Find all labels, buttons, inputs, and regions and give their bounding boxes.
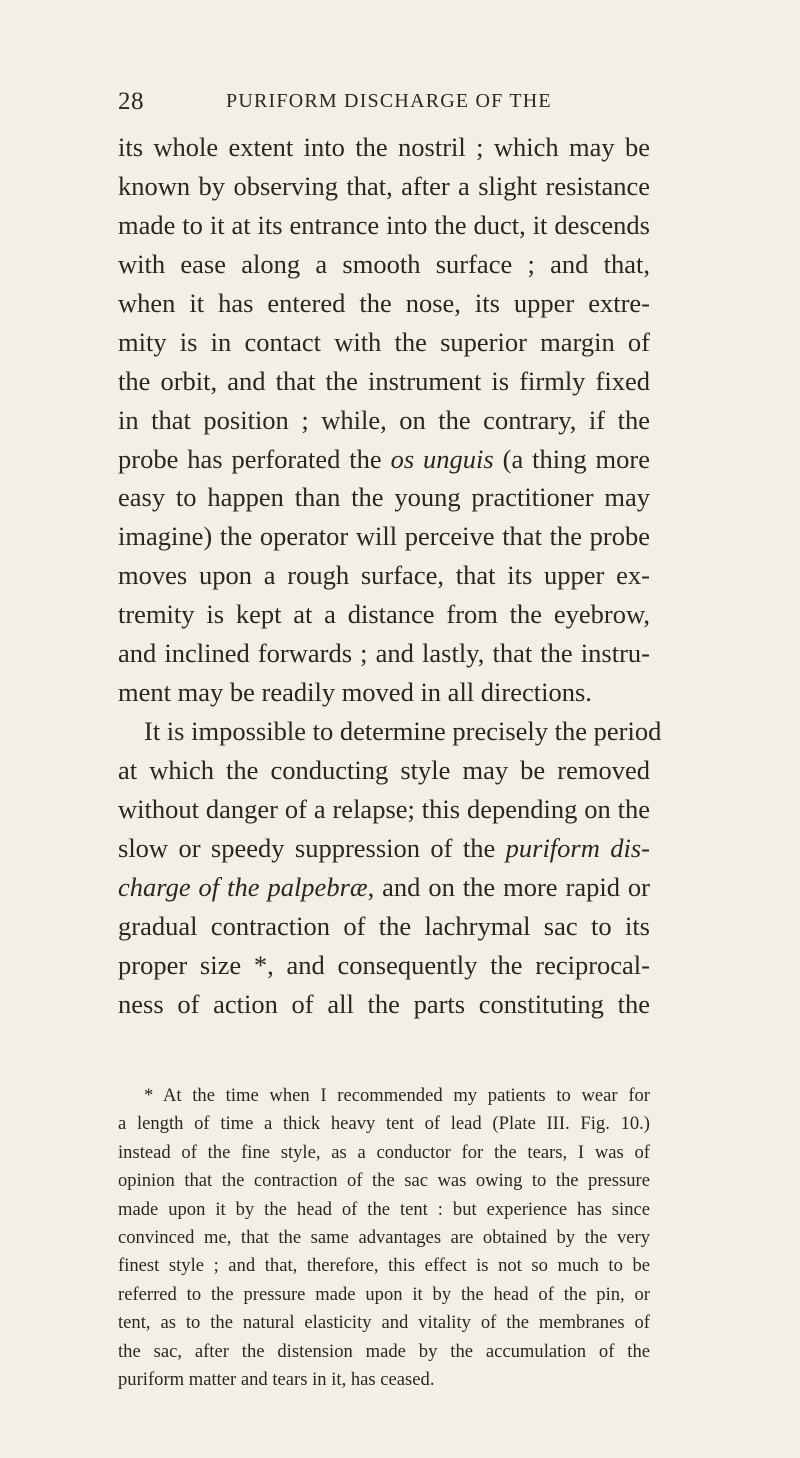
footnote-line: opinion that the contraction of the sac was owing to the pressure (118, 1170, 650, 1192)
text-line: ness of action of all the parts constituting the (118, 988, 650, 1019)
text-line: with ease along a smooth surface ; and that, (118, 248, 650, 279)
text-line: gradual contraction of the lachrymal sac to its (118, 910, 650, 941)
footnote-line: * At the time when I recommended my patients to wear for (144, 1085, 650, 1106)
body-text (118, 128, 662, 1024)
text-line: when it has entered the nose, its upper extre- (118, 287, 650, 318)
text-line: in that position ; while, on the contrary, if the (118, 404, 650, 435)
text-segment: (a thing more (493, 443, 650, 474)
text-line (118, 440, 650, 479)
text-line: the orbit, and that the instrument is firmly fixed (118, 365, 650, 396)
italic-term: os unguis (390, 443, 494, 474)
text-line: ment may be readily moved in all directions. (118, 677, 592, 708)
footnote-line: convinced me, that the same advantages are obtained by the very (118, 1226, 650, 1248)
text-line: moves upon a rough surface, that its upper ex- (118, 560, 650, 591)
text-line: its whole extent into the nostril ; which may be (118, 132, 650, 162)
text-segment: probe has perforated the (118, 443, 391, 474)
text-segment: slow or speedy suppression of the (118, 832, 506, 863)
running-title: PURIFORM DISCHARGE OF THE (226, 90, 552, 112)
running-head (118, 88, 638, 120)
footnote-line: referred to the pressure made upon it by the head of the pin, or (118, 1283, 650, 1305)
footnote-line: puriform matter and tears in it, has ceased. (118, 1368, 435, 1390)
italic-term: puriform dis- (505, 832, 650, 863)
footnote-line: instead of the fine style, as a conductor for the tears, I was of (118, 1141, 650, 1163)
text-line: easy to happen than the young practitioner may (118, 482, 650, 513)
footnote (118, 1082, 650, 1394)
text-line: and inclined forwards ; and lastly, that the instru- (118, 638, 650, 669)
text-line: made to it at its entrance into the duct, it descends (118, 209, 650, 240)
text-line: imagine) the operator will perceive that the probe (118, 521, 650, 552)
text-line: proper size *, and consequently the reciprocal- (118, 949, 650, 980)
text-line (118, 868, 650, 907)
text-line (118, 829, 650, 868)
text-line: at which the conducting style may be removed (118, 755, 650, 785)
footnote-line: finest style ; and that, therefore, this effect is not so much to be (118, 1255, 650, 1277)
italic-term: charge of the palpebræ (118, 871, 368, 902)
text-line: tremity is kept at a distance from the eyebrow, (118, 599, 650, 630)
text-line: known by observing that, after a slight resistance (118, 170, 650, 201)
footnote-line: a length of time a thick heavy tent of lead (Plate III. Fig. 10.) (118, 1113, 650, 1135)
text-segment: , and on the more rapid or (367, 871, 650, 902)
footnote-line: the sac, after the distension made by the accumulation of the (118, 1340, 650, 1362)
page-number: 28 (118, 88, 144, 115)
text-line: mity is in contact with the superior margin of (118, 326, 650, 357)
footnote-line: tent, as to the natural elasticity and vitality of the membranes of (118, 1312, 650, 1334)
text-line: without danger of a relapse; this depending on the (118, 793, 650, 824)
footnote-line: made upon it by the head of the tent : but experience has since (118, 1198, 650, 1220)
text-line: It is impossible to determine precisely the period (144, 716, 662, 747)
